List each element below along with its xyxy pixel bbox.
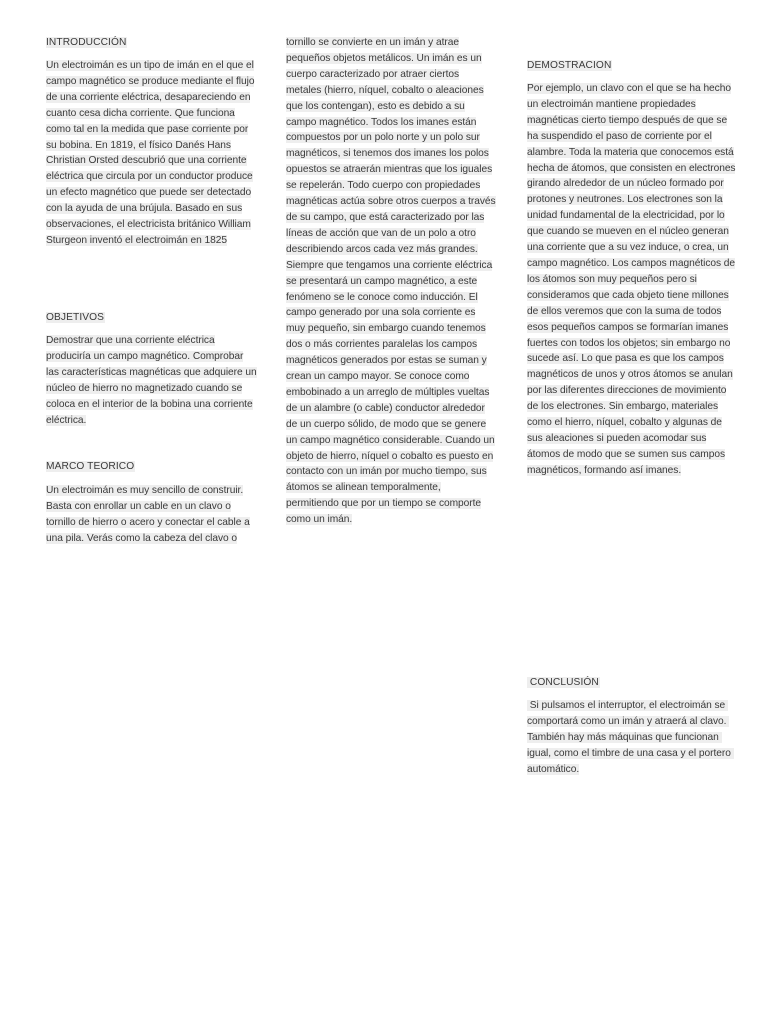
marco-teorico-heading xyxy=(46,459,135,475)
marco-teorico-heading-text: MARCO TEORICO xyxy=(46,461,135,472)
conclusion-text: Si pulsamos el interruptor, el electroimán se comportará como un imán y atraerá al clavo. También hay más máquinas que funcionan igual, como el timbre de una casa y el portero automático. xyxy=(527,700,734,775)
conclusion-heading-text: CONCLUSIÓN xyxy=(527,677,599,688)
conclusion-heading xyxy=(527,675,600,691)
conclusion-paragraph xyxy=(527,698,737,778)
demostracion-paragraph xyxy=(527,81,737,479)
marco-teorico-paragraph xyxy=(46,483,258,547)
marco-teorico-continuation-text: tornillo se convierte en un imán y atrae pequeños objetos metálicos. Un imán es un cuerpo caracterizado por atraer ciertos metales (hierro, níquel, cobalto o aleaciones que los contengan), esto es debido a su campo magnético. Todos los imanes están compuestos por un polo norte y un polo sur magnéticos, si tenemos dos imanes los polos opuestos se atraerán mientras que los iguales se repelerán. Todo cuerpo con propiedades magnéticas actúa sobre otros cuerpos a través de su campo, que está caracterizado por las líneas de acción que van de un polo a otro describiendo arcos cada vez más grandes. Siempre que tengamos una corriente eléctrica se presentará un campo magnético, a este fenómeno se le conoce como inducción. El campo generado por una sola corriente es muy pequeño, sin embargo cuando tenemos dos o más corrientes paralelas los campos magnéticos generados por estas se suman y crean un campo mayor. Se conoce como embobinado a un arreglo de múltiples vueltas de un alambre (o cable) conductor alrededor de un cuerpo sólido, de modo que se genere un campo magnético considerable. Cuando un objeto de hierro, níquel o cobalto es puesto en contacto con un imán por mucho tiempo, sus átomos se alinean temporalmente, permitiendo que por un tiempo se comporte como un imán. xyxy=(286,37,496,526)
marco-teorico-text: Un electroimán es muy sencillo de construir. Basta con enrollar un cable en un clavo o tornillo de hierro o acero y conectar el cable a una pila. Verás como la cabeza del clavo o xyxy=(46,485,250,544)
marco-teorico-continuation-paragraph xyxy=(286,35,496,528)
introduccion-heading-text: INTRODUCCIÓN xyxy=(46,37,127,48)
introduccion-heading xyxy=(46,35,127,51)
objetivos-heading xyxy=(46,310,105,326)
objetivos-paragraph xyxy=(46,333,258,428)
demostracion-text: Por ejemplo, un clavo con el que se ha hecho un electroimán mantiene propiedades magnéticas cierto tiempo después de que se ha suspendido el paso de corriente por el alambre. Toda la materia que conocemos está hecha de átomos, que consisten en electrones girando alrededor de un núcleo formado por protones y neutrones. Los electrones son la unidad fundamental de la electricidad, por lo que cuando se mueven en el núcleo generan una corriente que a su vez induce, o crea, un campo magnético. Los campos magnéticos de los átomos son muy pequeños pero si consideramos que cada objeto tiene millones de ellos veremos que con la suma de todos esos pequeños campos se formarían imanes fuertes con todos los objetos; sin embargo no sucede así. Lo que pasa es que los campos magnéticos de unos y otros átomos se anulan por las diferentes direcciones de movimiento de los electrones. Sin embargo, materiales como el hierro, níquel, cobalto y algunas de sus aleaciones si pueden acomodar sus átomos de modo que se sumen sus campos magnéticos, formando así imanes. xyxy=(527,83,736,476)
introduccion-text: Un electroimán es un tipo de imán en el que el campo magnético se produce mediante el flujo de una corriente eléctrica, desapareciendo en cuanto cesa dicha corriente. Que funciona como tal en la medida que pase corriente por su bobina. En 1819, el físico Danés Hans Christian Orsted descubrió que una corriente eléctrica que circula por un conductor produce un efecto magnético que puede ser detectado con la ayuda de una brújula. Basado en sus observaciones, el electricista británico William Sturgeon inventó el electroimán en 1825 xyxy=(46,60,255,246)
demostracion-heading-text: DEMOSTRACION xyxy=(527,60,612,71)
introduccion-paragraph xyxy=(46,58,258,249)
objetivos-heading-text: OBJETIVOS xyxy=(46,312,105,323)
objetivos-text: Demostrar que una corriente eléctrica produciría un campo magnético. Comprobar las características magnéticas que adquiere un núcleo de hierro no magnetizado cuando se coloca en el interior de la bobina una corriente eléctrica. xyxy=(46,335,257,426)
demostracion-heading xyxy=(527,58,612,74)
